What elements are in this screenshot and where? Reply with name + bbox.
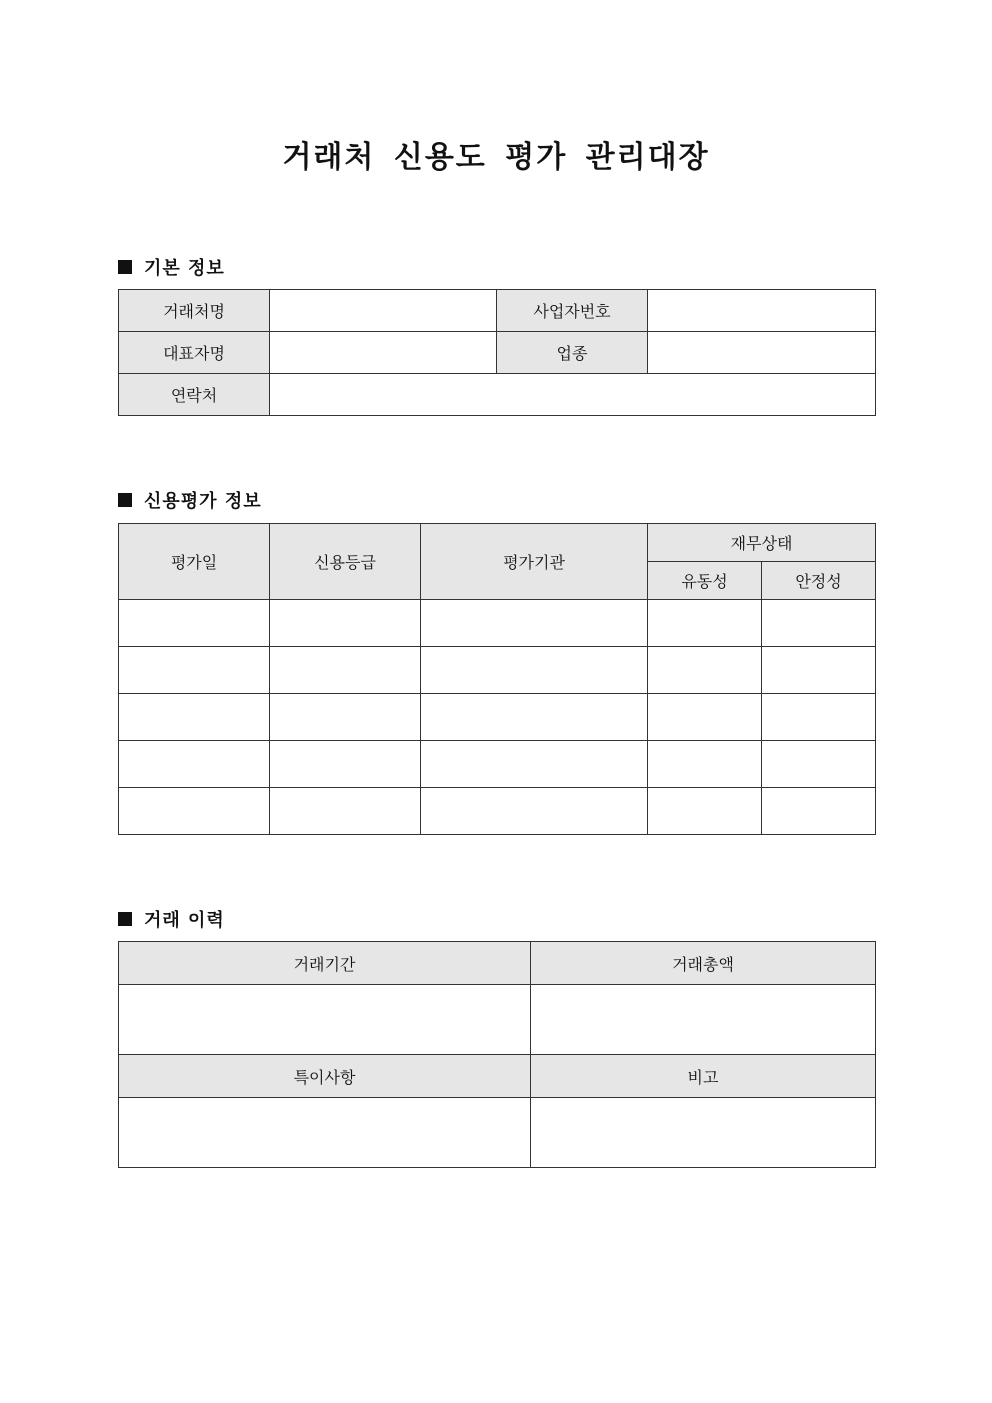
section-credit-info-heading [118, 487, 262, 513]
page-title: 거래처 신용도 평가 관리대장 [282, 140, 710, 175]
table-row [119, 647, 876, 694]
table-row [119, 694, 876, 741]
eval-date-cell[interactable] [119, 600, 270, 647]
total-amount-field[interactable] [531, 985, 876, 1055]
section-basic-info-label: 기본 정보 [144, 258, 225, 279]
period-field[interactable] [119, 985, 531, 1055]
section-basic-info-heading [118, 254, 225, 280]
table-row [119, 788, 876, 835]
representative-label: 대표자명 [119, 332, 270, 374]
eval-date-cell[interactable] [119, 741, 270, 788]
credit-info-table [118, 523, 876, 835]
business-number-field[interactable] [648, 290, 876, 332]
section-credit-info-label: 신용평가 정보 [144, 491, 262, 512]
stability-cell[interactable] [762, 741, 876, 788]
industry-label: 업종 [497, 332, 648, 374]
square-bullet-icon [118, 493, 132, 507]
liquidity-cell[interactable] [648, 788, 762, 835]
eval-date-header: 평가일 [119, 524, 270, 600]
financial-status-header: 재무상태 [648, 524, 876, 562]
agency-cell[interactable] [421, 600, 648, 647]
eval-date-cell[interactable] [119, 647, 270, 694]
stability-cell[interactable] [762, 694, 876, 741]
section-history-label: 거래 이력 [144, 910, 225, 931]
credit-grade-header: 신용등급 [270, 524, 421, 600]
remarks-field[interactable] [531, 1098, 876, 1168]
agency-cell[interactable] [421, 741, 648, 788]
eval-date-cell[interactable] [119, 788, 270, 835]
liquidity-cell[interactable] [648, 741, 762, 788]
notes-header: 특이사항 [119, 1055, 531, 1098]
total-amount-header: 거래총액 [531, 942, 876, 985]
business-number-label: 사업자번호 [497, 290, 648, 332]
credit-grade-cell[interactable] [270, 600, 421, 647]
agency-cell[interactable] [421, 788, 648, 835]
contact-field[interactable] [270, 374, 876, 416]
agency-cell[interactable] [421, 647, 648, 694]
stability-cell[interactable] [762, 788, 876, 835]
table-row [119, 600, 876, 647]
representative-field[interactable] [270, 332, 497, 374]
basic-info-table [118, 289, 876, 416]
agency-cell[interactable] [421, 694, 648, 741]
history-table [118, 941, 876, 1168]
stability-header: 안정성 [762, 562, 876, 600]
liquidity-header: 유동성 [648, 562, 762, 600]
period-header: 거래기간 [119, 942, 531, 985]
credit-grade-cell[interactable] [270, 741, 421, 788]
credit-grade-cell[interactable] [270, 694, 421, 741]
square-bullet-icon [118, 912, 132, 926]
table-row [119, 741, 876, 788]
notes-field[interactable] [119, 1098, 531, 1168]
eval-date-cell[interactable] [119, 694, 270, 741]
stability-cell[interactable] [762, 647, 876, 694]
company-name-label: 거래처명 [119, 290, 270, 332]
square-bullet-icon [118, 260, 132, 274]
contact-label: 연락처 [119, 374, 270, 416]
credit-grade-cell[interactable] [270, 788, 421, 835]
stability-cell[interactable] [762, 600, 876, 647]
liquidity-cell[interactable] [648, 694, 762, 741]
company-name-field[interactable] [270, 290, 497, 332]
liquidity-cell[interactable] [648, 647, 762, 694]
industry-field[interactable] [648, 332, 876, 374]
agency-header: 평가기관 [421, 524, 648, 600]
credit-grade-cell[interactable] [270, 647, 421, 694]
remarks-header: 비고 [531, 1055, 876, 1098]
section-history-heading [118, 906, 225, 932]
liquidity-cell[interactable] [648, 600, 762, 647]
